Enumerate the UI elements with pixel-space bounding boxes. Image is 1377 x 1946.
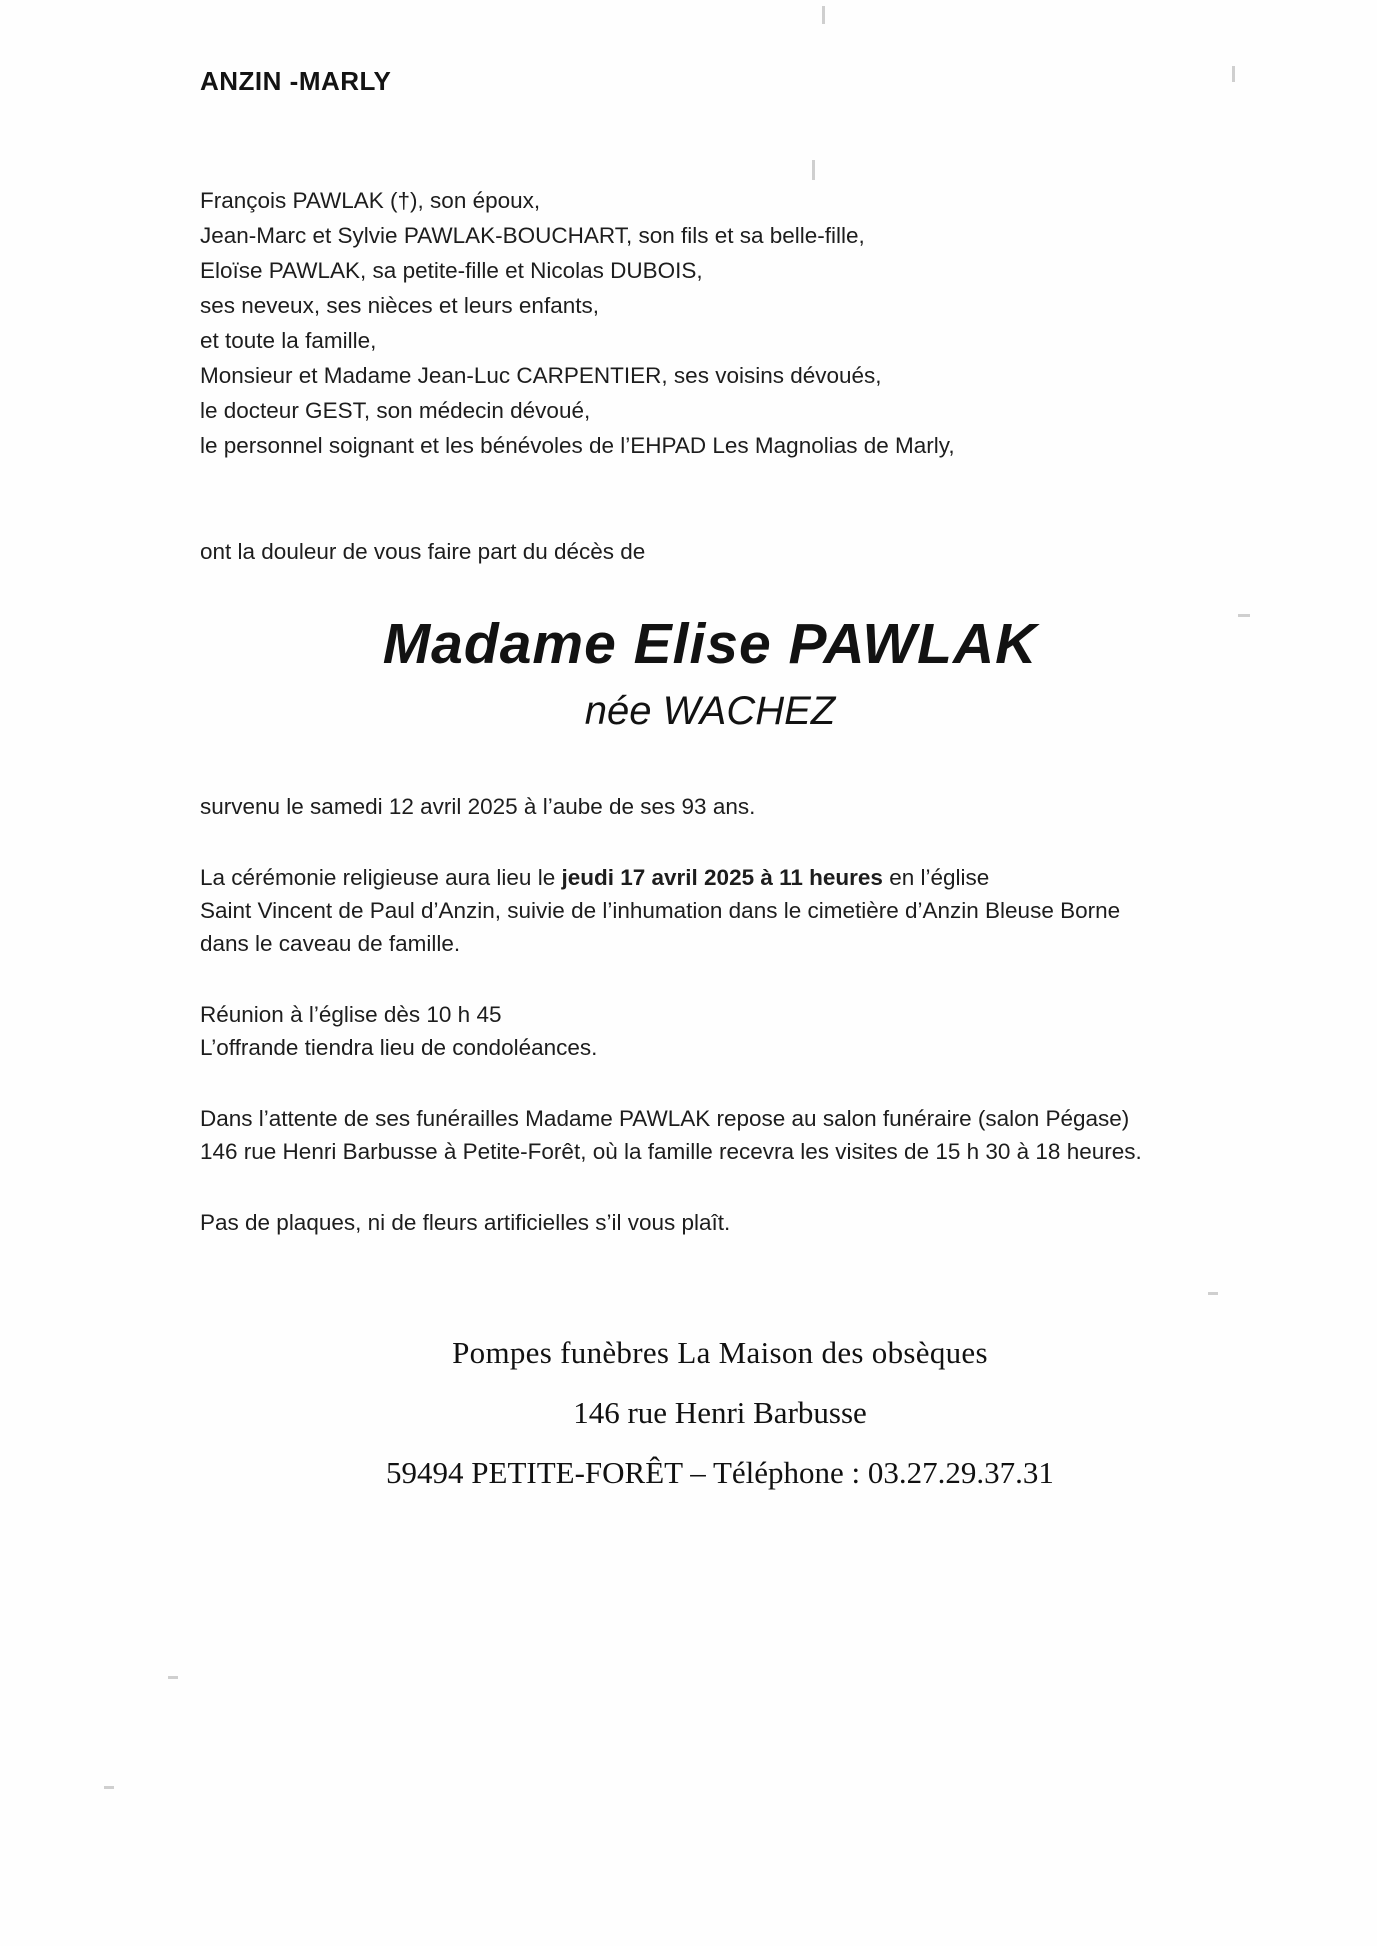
repose-paragraph bbox=[200, 1102, 1260, 1168]
ceremony-line2: Saint Vincent de Paul d’Anzin, suivie de l’inhumation dans le cimetière d’Anzin Bleuse Borne bbox=[200, 898, 1121, 923]
family-line: ses neveux, ses nièces et leurs enfants, bbox=[200, 293, 599, 318]
family-line: Eloïse PAWLAK, sa petite-fille et Nicolas DUBOIS, bbox=[200, 258, 703, 283]
death-date-line: survenu le samedi 12 avril 2025 à l’aube de ses 93 ans. bbox=[200, 794, 756, 819]
family-list bbox=[200, 183, 1260, 463]
announcement-text: ont la douleur de vous faire part du décès de bbox=[200, 539, 646, 564]
family-line: Jean-Marc et Sylvie PAWLAK-BOUCHART, son fils et sa belle-fille, bbox=[200, 223, 865, 248]
deceased-maiden-name: née WACHEZ bbox=[584, 689, 836, 733]
repose-line1: Dans l’attente de ses funérailles Madame PAWLAK repose au salon funéraire (salon Pégase) bbox=[200, 1106, 1130, 1131]
scan-speck bbox=[168, 1676, 178, 1679]
family-line: François PAWLAK (†), son époux, bbox=[200, 188, 541, 213]
reunion-line1: Réunion à l’église dès 10 h 45 bbox=[200, 1002, 502, 1027]
family-line: le docteur GEST, son médecin dévoué, bbox=[200, 398, 591, 423]
funeral-home-address: 146 rue Henri Barbusse bbox=[573, 1395, 867, 1430]
ceremony-text-before: La cérémonie religieuse aura lieu le bbox=[200, 865, 562, 890]
scan-speck bbox=[104, 1786, 114, 1789]
plaques-notice: Pas de plaques, ni de fleurs artificielles s’il vous plaît. bbox=[200, 1210, 731, 1235]
ceremony-paragraph bbox=[200, 861, 1260, 960]
family-line: le personnel soignant et les bénévoles de l’EHPAD Les Magnolias de Marly, bbox=[200, 433, 955, 458]
ceremony-line3: dans le caveau de famille. bbox=[200, 931, 461, 956]
reunion-line2: L’offrande tiendra lieu de condoléances. bbox=[200, 1035, 598, 1060]
reunion-paragraph bbox=[200, 998, 1260, 1064]
family-line: et toute la famille, bbox=[200, 328, 377, 353]
family-line: Monsieur et Madame Jean-Luc CARPENTIER, ses voisins dévoués, bbox=[200, 363, 882, 388]
funeral-home-name: Pompes funèbres La Maison des obsèques bbox=[452, 1335, 988, 1370]
repose-line2: 146 rue Henri Barbusse à Petite-Forêt, où la famille recevra les visites de 15 h 30 à 18 heures. bbox=[200, 1139, 1142, 1164]
ceremony-datetime: jeudi 17 avril 2025 à 11 heures bbox=[561, 865, 883, 890]
document-body bbox=[200, 0, 1260, 1491]
city-heading: ANZIN -MARLY bbox=[200, 66, 392, 96]
funeral-home-footer bbox=[200, 1335, 1260, 1491]
funeral-home-contact: 59494 PETITE-FORÊT – Téléphone : 03.27.29.37.31 bbox=[386, 1455, 1054, 1490]
deceased-name: Madame Elise PAWLAK bbox=[382, 612, 1038, 676]
ceremony-text-after: en l’église bbox=[882, 865, 990, 890]
